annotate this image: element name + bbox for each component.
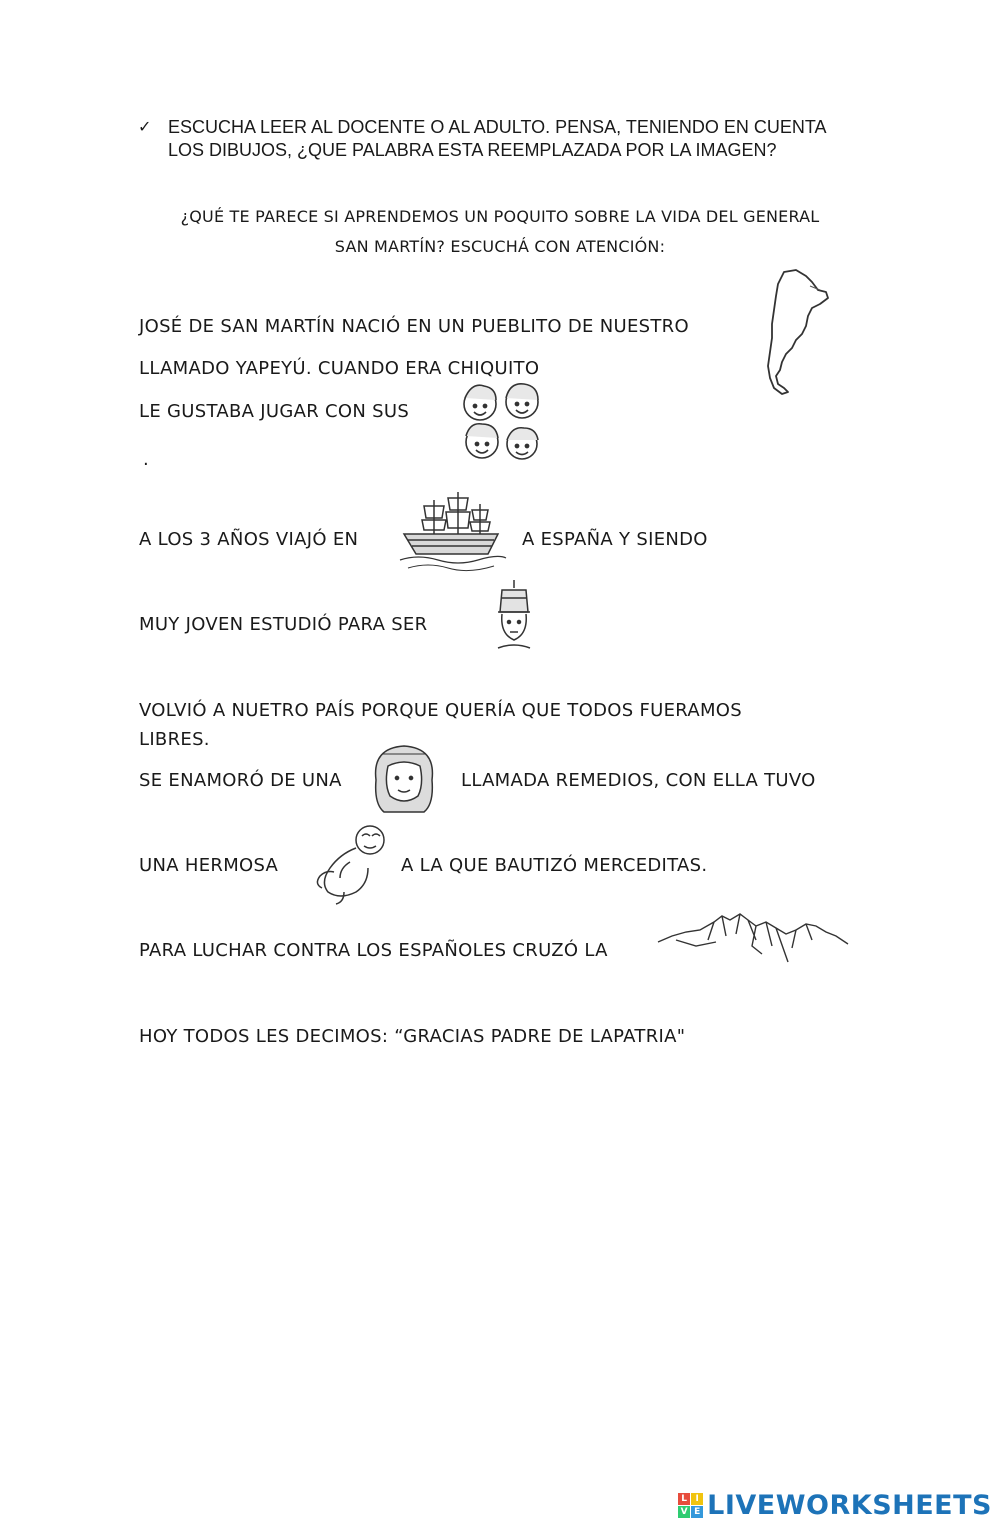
intro-line-2: SAN MARTÍN? ESCUCHÁ CON ATENCIÓN: (334, 237, 666, 256)
logo-text: LIVEWORKSHEETS (707, 1490, 992, 1521)
story-line-8: LIBRES. (139, 729, 210, 750)
story-line-6: MUY JOVEN ESTUDIÓ PARA SER (139, 614, 428, 635)
story-line-10b: A LA QUE BAUTIZÓ MERCEDITAS. (401, 855, 708, 876)
story-line-9b: LLAMADA REMEDIOS, CON ELLA TUVO (461, 770, 816, 791)
story-line-12: HOY TODOS LES DECIMOS: “GRACIAS PADRE DE LAPATRIA" (139, 1026, 686, 1047)
instruction-text: ESCUCHA LEER AL DOCENTE O AL ADULTO. PENSA, TENIENDO EN CUENTA LOS DIBUJOS, ¿QUE PALABRA ESTA REEMPLAZADA POR LA IMAGEN? (168, 117, 826, 160)
story-line-5b: A ESPAÑA Y SIENDO (522, 529, 708, 550)
story-line-7: VOLVIÓ A NUETRO PAÍS PORQUE QUERÍA QUE TODOS FUERAMOS (139, 700, 742, 721)
baby-icon (300, 818, 396, 910)
soldier-head-icon (484, 578, 544, 660)
checkmark-icon: ✓ (138, 119, 152, 136)
argentina-map-icon (762, 268, 834, 396)
children-faces-icon (452, 378, 552, 470)
sailing-ship-icon (398, 488, 508, 574)
woman-face-icon (362, 740, 446, 820)
story-line-10a: UNA HERMOSA (139, 855, 279, 876)
story-line-4: . (143, 449, 150, 470)
story-line-3: LE GUSTABA JUGAR CON SUS (139, 401, 410, 422)
story-line-1: JOSÉ DE SAN MARTÍN NACIÓ EN UN PUEBLITO DE NUESTRO (139, 316, 689, 337)
story-line-9a: SE ENAMORÓ DE UNA (139, 770, 342, 791)
story-line-5a: A LOS 3 AÑOS VIAJÓ EN (139, 529, 359, 550)
intro (120, 202, 880, 262)
liveworksheets-logo[interactable] (678, 1490, 992, 1521)
instruction (138, 116, 858, 162)
mountain-range-icon (656, 906, 852, 982)
story-line-11: PARA LUCHAR CONTRA LOS ESPAÑOLES CRUZÓ LA (139, 940, 608, 961)
story-line-2: LLAMADO YAPEYÚ. CUANDO ERA CHIQUITO (139, 358, 540, 379)
intro-line-1: ¿QUÉ TE PARECE SI APRENDEMOS UN POQUITO SOBRE LA VIDA DEL GENERAL (180, 207, 820, 226)
logo-mark-icon: L I V E (678, 1493, 703, 1518)
